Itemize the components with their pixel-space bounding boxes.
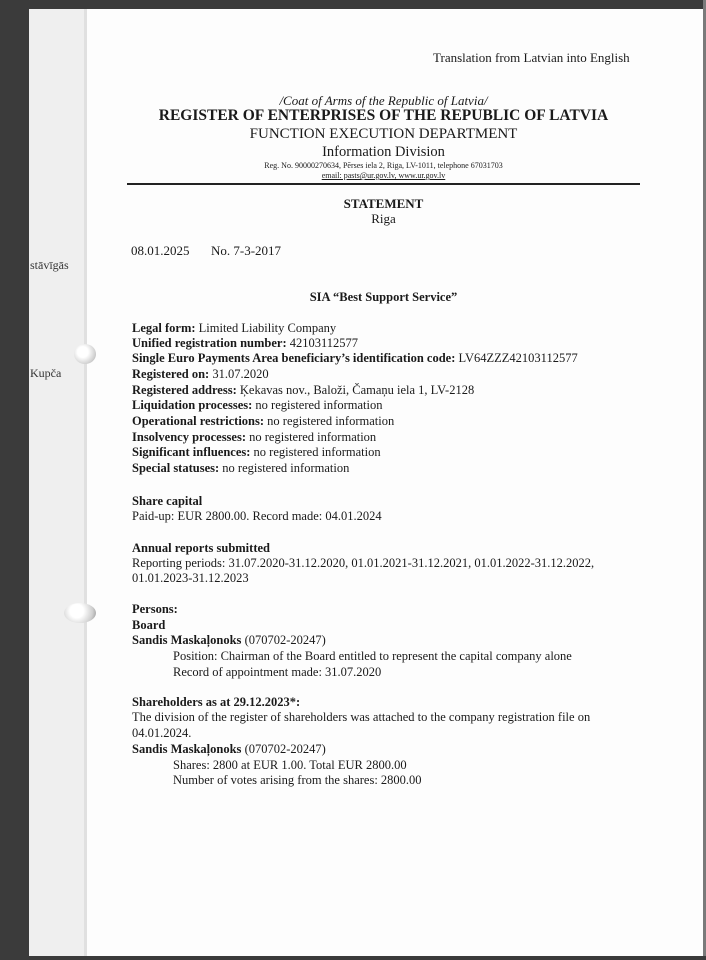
punch-hole-icon bbox=[74, 344, 96, 364]
left-frame bbox=[0, 0, 29, 960]
detail-label: Liquidation processes: bbox=[132, 398, 253, 412]
company-name: SIA “Best Support Service” bbox=[309, 290, 458, 304]
detail-legal-form bbox=[132, 321, 336, 336]
detail-value: 42103112577 bbox=[286, 336, 359, 350]
header-divider bbox=[127, 183, 640, 185]
annual-reports-line-2: 01.01.2023-31.12.2023 bbox=[132, 571, 249, 585]
annual-reports-heading: Annual reports submitted bbox=[132, 541, 270, 555]
shareholder-votes: Number of votes arising from the shares: 2800.00 bbox=[173, 773, 422, 787]
margin-bleed-word-2: Kupča bbox=[30, 366, 62, 380]
shareholders-line-2: 04.01.2024. bbox=[132, 726, 192, 740]
detail-sepa-code bbox=[132, 351, 578, 366]
persons-heading: Persons: bbox=[132, 602, 178, 616]
shareholder-shares: Shares: 2800 at EUR 1.00. Total EUR 2800.00 bbox=[173, 758, 407, 772]
board-member-position: Position: Chairman of the Board entitled to represent the capital company alone bbox=[173, 649, 572, 663]
detail-value: no registered information bbox=[246, 430, 377, 444]
detail-label: Unified registration number: bbox=[132, 336, 287, 350]
share-capital-text: Paid-up: EUR 2800.00. Record made: 04.01.2024 bbox=[132, 509, 382, 523]
detail-label: Insolvency processes: bbox=[132, 430, 247, 444]
detail-value: no registered information bbox=[219, 461, 350, 475]
statement-title: STATEMENT bbox=[343, 196, 424, 211]
detail-registered-address bbox=[132, 383, 474, 398]
detail-special-statuses bbox=[132, 461, 349, 476]
contact-line: Reg. No. 90000270634, Pērses iela 2, Riga, LV-1011, telephone 67031703 bbox=[264, 161, 503, 170]
bottom-frame bbox=[0, 956, 706, 960]
detail-label: Registered on: bbox=[132, 367, 210, 381]
share-capital-heading: Share capital bbox=[132, 494, 203, 508]
shareholder bbox=[132, 742, 326, 757]
board-member-name: Sandis Maskaļonoks bbox=[132, 633, 242, 647]
detail-value: LV64ZZZ42103112577 bbox=[455, 351, 578, 365]
shareholder-code: (070702-20247) bbox=[241, 742, 326, 756]
board-member-code: (070702-20247) bbox=[241, 633, 326, 647]
org-name: REGISTER OF ENTERPRISES OF THE REPUBLIC OF LATVIA bbox=[158, 107, 609, 124]
detail-registered-on bbox=[132, 367, 269, 382]
detail-label: Significant influences: bbox=[132, 445, 251, 459]
top-frame bbox=[0, 0, 706, 9]
annual-reports-line-1: Reporting periods: 31.07.2020-31.12.2020, 01.01.2021-31.12.2021, 01.01.2022-31.12.2022, bbox=[132, 556, 595, 570]
statement-number: No. 7-3-2017 bbox=[211, 243, 282, 258]
detail-liquidation bbox=[132, 398, 382, 413]
detail-label: Legal form: bbox=[132, 321, 196, 335]
detail-significant-influences bbox=[132, 445, 381, 460]
email-line: email: pasts@ur.gov.lv, www.ur.gov.lv bbox=[321, 171, 446, 180]
page-fold-shadow bbox=[84, 9, 87, 956]
board-heading: Board bbox=[132, 618, 166, 632]
detail-value: no registered information bbox=[250, 445, 381, 459]
detail-label: Special statuses: bbox=[132, 461, 220, 475]
detail-label: Registered address: bbox=[132, 383, 237, 397]
detail-value: Limited Liability Company bbox=[195, 321, 337, 335]
detail-insolvency bbox=[132, 430, 376, 445]
underlying-page bbox=[29, 9, 85, 956]
shareholders-heading: Shareholders as at 29.12.2023*: bbox=[132, 695, 301, 709]
department-name: FUNCTION EXECUTION DEPARTMENT bbox=[249, 126, 518, 142]
board-member-appointment: Record of appointment made: 31.07.2020 bbox=[173, 665, 382, 679]
division-name: Information Division bbox=[322, 144, 445, 160]
detail-label: Single Euro Payments Area beneficiary’s identification code: bbox=[132, 351, 456, 365]
coat-of-arms-note: /Coat of Arms of the Republic of Latvia/ bbox=[279, 93, 488, 108]
detail-value: Ķekavas nov., Baloži, Čamaņu iela 1, LV-2128 bbox=[236, 383, 475, 397]
shareholder-name: Sandis Maskaļonoks bbox=[132, 742, 242, 756]
shareholders-line-1: The division of the register of shareholders was attached to the company registration file on bbox=[132, 710, 591, 724]
board-member bbox=[132, 633, 326, 648]
margin-bleed-word-1: stāvīgās bbox=[30, 258, 69, 272]
translation-note: Translation from Latvian into English bbox=[433, 50, 630, 65]
detail-value: no registered information bbox=[264, 414, 395, 428]
detail-value: no registered information bbox=[252, 398, 383, 412]
detail-operational-restrictions bbox=[132, 414, 394, 429]
punch-hole-icon bbox=[64, 603, 96, 623]
detail-registration-number bbox=[132, 336, 358, 351]
statement-city: Riga bbox=[371, 211, 396, 226]
statement-date: 08.01.2025 bbox=[131, 243, 190, 258]
detail-value: 31.07.2020 bbox=[209, 367, 269, 381]
detail-label: Operational restrictions: bbox=[132, 414, 265, 428]
